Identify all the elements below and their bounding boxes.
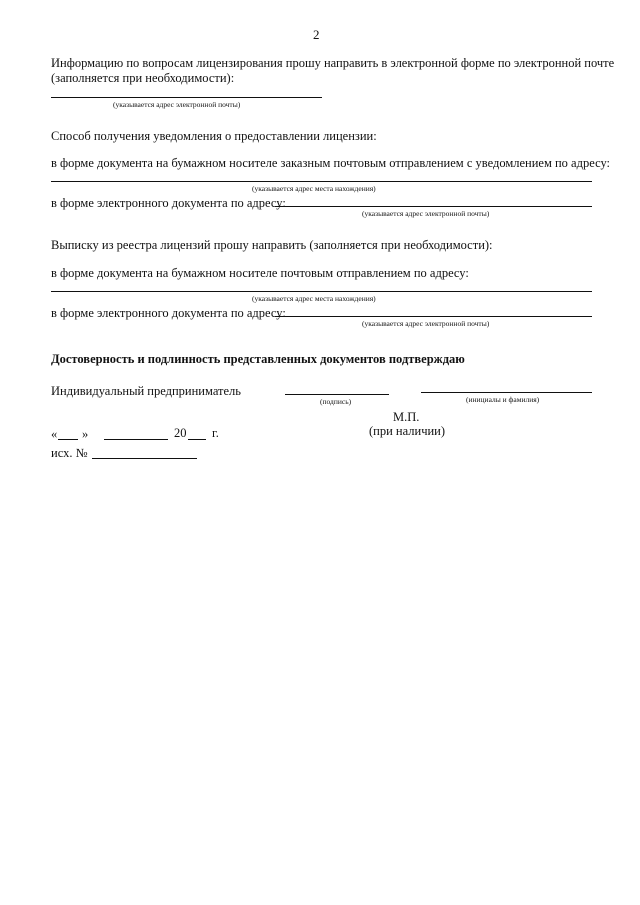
notification-email-line[interactable] <box>275 206 592 207</box>
date-month-line[interactable] <box>104 439 168 440</box>
email-field-line[interactable] <box>51 97 322 98</box>
extract-address-hint: (указывается адрес места нахождения) <box>252 294 376 303</box>
notification-address-hint: (указывается адрес места нахождения) <box>252 184 376 193</box>
extract-address-line[interactable] <box>51 291 592 292</box>
confirmation-statement: Достоверность и подлинность представленных документов подтверждаю <box>51 352 465 366</box>
signer-label: Индивидуальный предприниматель <box>51 384 241 398</box>
date-year-line[interactable] <box>188 439 206 440</box>
date-year-suffix: г. <box>212 426 219 440</box>
signature-hint: (подпись) <box>320 397 352 406</box>
email-field-hint: (указывается адрес электронной почты) <box>113 100 241 109</box>
extract-heading: Выписку из реестра лицензий прошу направить (заполняется при необходимости): <box>51 238 493 252</box>
date-year-prefix: 20 <box>174 426 187 440</box>
ref-number-line[interactable] <box>92 458 197 459</box>
extract-electronic-option: в форме электронного документа по адресу: <box>51 306 286 320</box>
notification-email-hint: (указывается адрес электронной почты) <box>362 209 490 218</box>
ref-number-label: исх. № <box>51 446 88 460</box>
signature-line[interactable] <box>285 394 389 395</box>
email-request-note: (заполняется при необходимости): <box>51 71 235 85</box>
page-number: 2 <box>313 27 320 42</box>
name-hint: (инициалы и фамилия) <box>466 395 540 404</box>
name-line[interactable] <box>421 392 592 393</box>
date-open-quote: « <box>51 427 58 441</box>
notification-paper-option: в форме документа на бумажном носителе заказным почтовым отправлением с уведомлением по адресу: <box>51 156 611 170</box>
date-day-line[interactable] <box>58 439 78 440</box>
stamp-label: М.П. <box>393 410 420 424</box>
notification-electronic-option: в форме электронного документа по адресу: <box>51 196 286 210</box>
email-request-text: Информацию по вопросам лицензирования прошу направить в электронной форме по электронной почте <box>51 56 615 70</box>
extract-email-line[interactable] <box>275 316 592 317</box>
stamp-note: (при наличии) <box>369 424 446 438</box>
notification-heading: Способ получения уведомления о предоставлении лицензии: <box>51 129 377 143</box>
date-close-quote: » <box>82 427 89 441</box>
notification-address-line[interactable] <box>51 181 592 182</box>
extract-email-hint: (указывается адрес электронной почты) <box>362 319 490 328</box>
extract-paper-option: в форме документа на бумажном носителе почтовым отправлением по адресу: <box>51 266 469 280</box>
